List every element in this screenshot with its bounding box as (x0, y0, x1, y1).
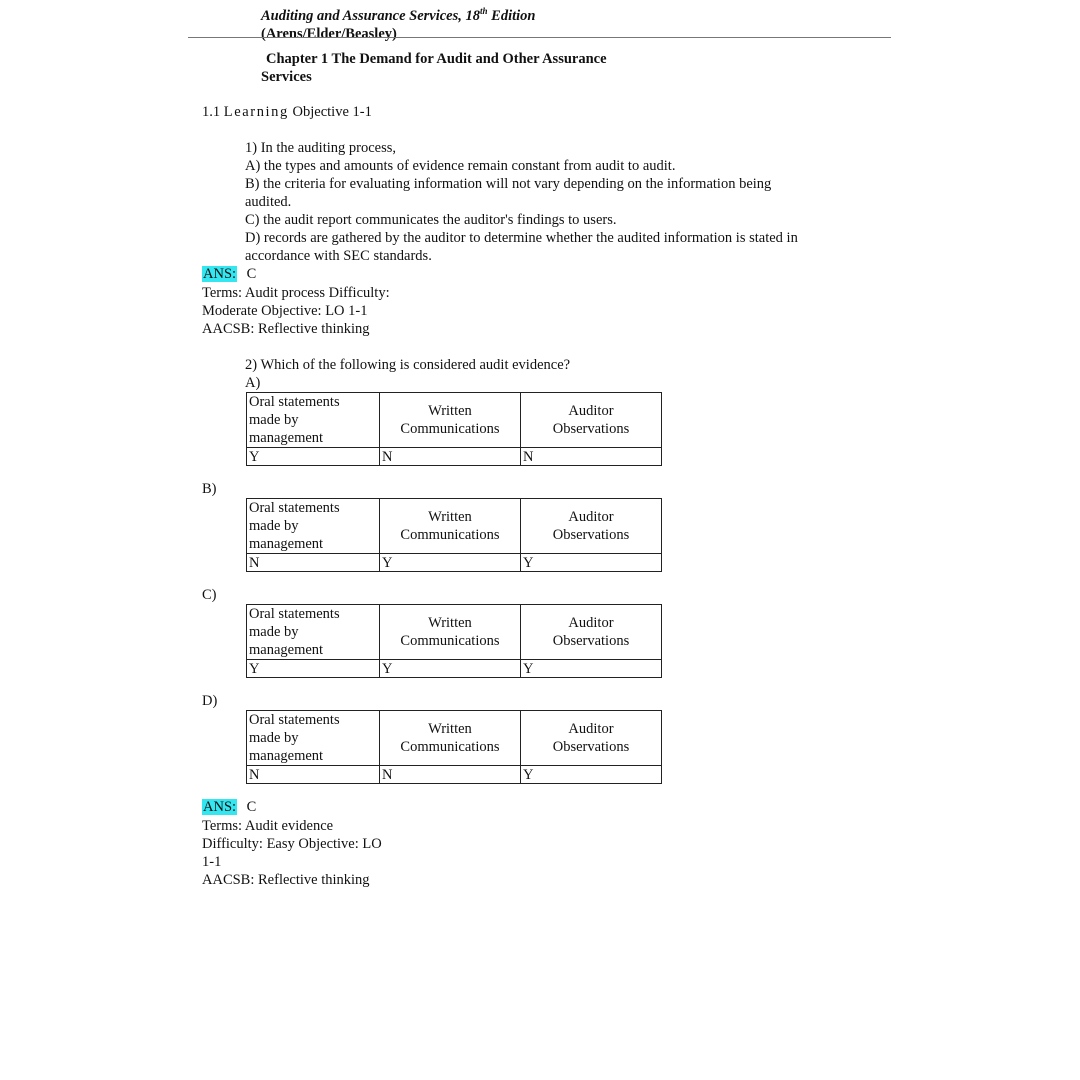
header-written-communications: Written Communications (379, 499, 520, 554)
answer-option: accordance with SEC standards. (245, 248, 432, 264)
evidence-table-a (246, 392, 662, 466)
header-rule (188, 37, 891, 38)
option-label-d: D) (202, 693, 218, 709)
answer-option: C) the audit report communicates the auditor's findings to users. (245, 212, 617, 228)
answer-line-q1 (202, 265, 256, 283)
chapter-title: Chapter 1 The Demand for Audit and Other Assurance Services (261, 51, 607, 85)
meta-terms: Terms: Audit process Difficulty: (202, 285, 390, 301)
table-cell: N (247, 766, 380, 784)
question-stem: 1) In the auditing process, (245, 140, 397, 156)
meta-objective: 1-1 (202, 854, 222, 870)
answer-option: A) the types and amounts of evidence remain constant from audit to audit. (245, 158, 676, 174)
meta-aacsb: AACSB: Reflective thinking (202, 872, 370, 888)
table-cell: Y (379, 554, 520, 572)
header-written-communications: Written Communications (379, 711, 520, 766)
option-label-a: A) (245, 375, 261, 391)
table-cell: N (520, 448, 661, 466)
table-cell: N (247, 554, 380, 572)
header-auditor-observations: Auditor Observations (520, 711, 661, 766)
evidence-table-c (246, 604, 662, 678)
meta-aacsb: AACSB: Reflective thinking (202, 321, 370, 337)
answer-option: B) the criteria for evaluating information will not vary depending on the information being (245, 176, 772, 192)
header-auditor-observations: Auditor Observations (520, 499, 661, 554)
table-cell: N (379, 766, 520, 784)
header-oral-statements: Oral statements made by management (247, 393, 380, 448)
answer-line-q2 (202, 798, 256, 816)
evidence-table-b (246, 498, 662, 572)
header-auditor-observations: Auditor Observations (520, 605, 661, 660)
table-cell: Y (520, 660, 661, 678)
question-2-stem: 2) Which of the following is considered audit evidence? (245, 357, 571, 373)
option-label-b: B) (202, 481, 217, 497)
evidence-table-d (246, 710, 662, 784)
answer-option: D) records are gathered by the auditor to determine whether the audited information is stated in (245, 230, 798, 246)
meta-difficulty: Difficulty: Easy Objective: LO (202, 836, 382, 852)
table-cell: N (379, 448, 520, 466)
table-cell: Y (379, 660, 520, 678)
answer-option: audited. (245, 194, 292, 210)
table-cell: Y (520, 766, 661, 784)
table-cell: Y (520, 554, 661, 572)
book-title: Auditing and Assurance Services, 18th Edition (261, 6, 536, 24)
question-1 (245, 139, 865, 265)
table-cell: Y (247, 448, 380, 466)
header-oral-statements: Oral statements made by management (247, 605, 380, 660)
answer-highlight: ANS: (203, 266, 237, 282)
header-auditor-observations: Auditor Observations (520, 393, 661, 448)
header-oral-statements: Oral statements made by management (247, 499, 380, 554)
answer-value: C (246, 266, 257, 282)
header-written-communications: Written Communications (379, 605, 520, 660)
header-written-communications: Written Communications (379, 393, 520, 448)
option-label-c: C) (202, 587, 217, 603)
section-heading: 1.1 Learning Objective 1-1 (202, 104, 372, 120)
answer-highlight: ANS: (203, 799, 237, 815)
table-cell: Y (247, 660, 380, 678)
header-oral-statements: Oral statements made by management (247, 711, 380, 766)
book-authors: (Arens/Elder/Beasley) (261, 26, 397, 42)
answer-value: C (246, 799, 257, 815)
meta-difficulty: Moderate Objective: LO 1-1 (202, 303, 368, 319)
meta-terms: Terms: Audit evidence (202, 818, 334, 834)
